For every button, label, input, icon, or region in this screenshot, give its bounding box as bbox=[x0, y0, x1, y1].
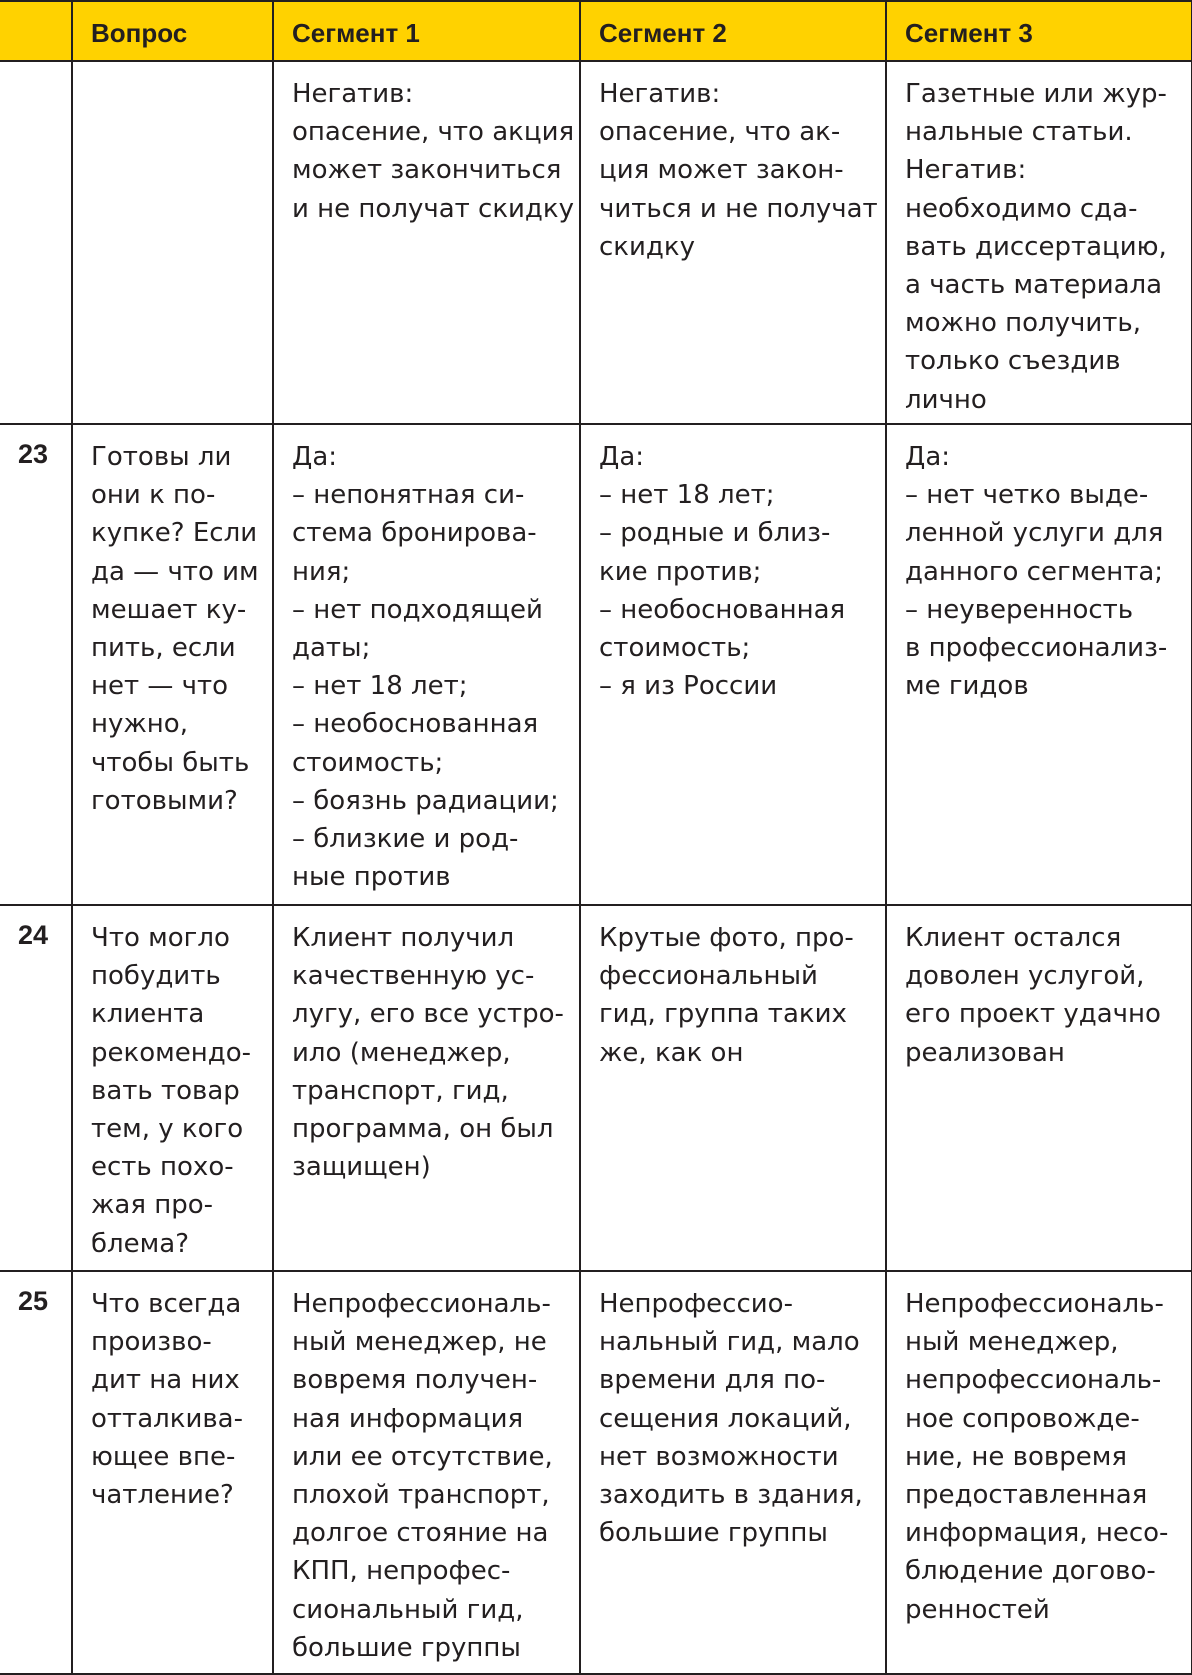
header-question: Вопрос bbox=[72, 1, 273, 61]
row-number bbox=[0, 61, 72, 424]
table-row bbox=[0, 1271, 1192, 1674]
segment-3-cell: Клиент остался доволен услугой, его проект удачно реализован bbox=[886, 905, 1192, 1271]
segment-1-cell: Негатив: опасение, что акция может закончиться и не получат скидку bbox=[273, 61, 580, 424]
table-row bbox=[0, 424, 1192, 905]
segment-1-cell: Непрофессиональ- ный менеджер, не вовремя получен- ная информация или ее отсутствие, плохой транспорт, долгое стояние на КПП, непрофес- сиональный гид, большие группы bbox=[273, 1271, 580, 1674]
segment-3-cell: Газетные или жур- нальные статьи. Негатив: необходимо сда- вать диссертацию, а часть материала можно получить, только съездив лично bbox=[886, 61, 1192, 424]
row-number: 24 bbox=[0, 905, 72, 1271]
segment-2-cell: Непрофессио- нальный гид, мало времени для по- сещения локаций, нет возможности заходить в здания, большие группы bbox=[580, 1271, 886, 1674]
row-number: 23 bbox=[0, 424, 72, 905]
segment-3-cell: Да: – нет четко выде- ленной услуги для данного сегмента; – неуверенность в профессионализ- ме гидов bbox=[886, 424, 1192, 905]
header-segment-1: Сегмент 1 bbox=[273, 1, 580, 61]
header-row bbox=[0, 1, 1192, 61]
table-row bbox=[0, 61, 1192, 424]
table-row bbox=[0, 905, 1192, 1271]
question-cell: Что могло побудить клиента рекомендо- вать товар тем, у кого есть похо- жая про- блема? bbox=[72, 905, 273, 1271]
segment-2-cell: Крутые фото, про- фессиональный гид, группа таких же, как он bbox=[580, 905, 886, 1271]
question-cell: Готовы ли они к по- купке? Если да — что им мешает ку- пить, если нет — что нужно, чтобы быть готовыми? bbox=[72, 424, 273, 905]
header-segment-2: Сегмент 2 bbox=[580, 1, 886, 61]
segment-2-cell: Негатив: опасение, что ак- ция может закон- читься и не получат скидку bbox=[580, 61, 886, 424]
segment-2-cell: Да: – нет 18 лет; – родные и близ- кие против; – необоснованная стоимость; – я из России bbox=[580, 424, 886, 905]
header-number bbox=[0, 1, 72, 61]
segment-1-cell: Да: – непонятная си- стема бронирова- ния; – нет подходящей даты; – нет 18 лет; – необоснованная стоимость; – боязнь радиации; – близкие и род- ные против bbox=[273, 424, 580, 905]
segment-3-cell: Непрофессиональ- ный менеджер, непрофессиональ- ное сопровожде- ние, не вовремя предоставленная информация, несо- блюдение догово- ренностей bbox=[886, 1271, 1192, 1674]
question-cell bbox=[72, 61, 273, 424]
row-number: 25 bbox=[0, 1271, 72, 1674]
segment-1-cell: Клиент получил качественную ус- лугу, его все устро- ило (менеджер, транспорт, гид, программа, он был защищен) bbox=[273, 905, 580, 1271]
question-cell: Что всегда произво- дит на них отталкива- ющее впе- чатление? bbox=[72, 1271, 273, 1674]
header-segment-3: Сегмент 3 bbox=[886, 1, 1192, 61]
